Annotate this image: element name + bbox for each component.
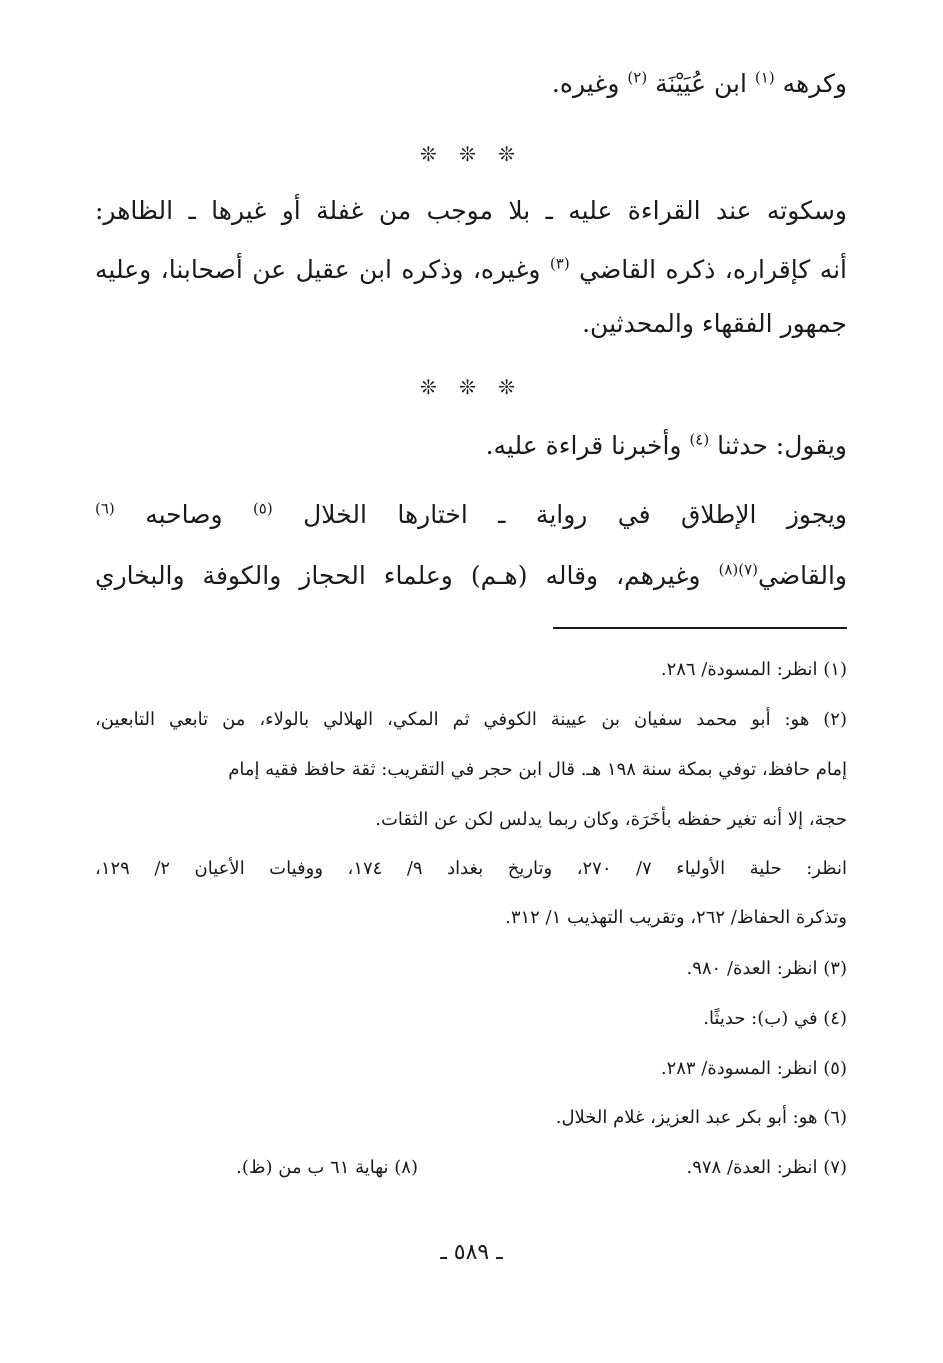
footnote-2-line-2: إمام حافظ، توفي بمكة سنة ١٩٨ هـ. قال ابن حجر في التقريب: ثقة حافظ فقيه إمام [228, 759, 847, 780]
body-line-2: وسكوته عند القراءة عليه ـ بلا موجب من غفلة أو غيرها ـ الظاهر: [95, 196, 847, 225]
text-run: وأخبرنا قراءة عليه. [485, 431, 690, 460]
body-line-1 [95, 66, 847, 102]
text-run: ويقول: حدثنا [709, 431, 847, 460]
body-line-5 [95, 428, 847, 464]
text-run: ويجوز الإطلاق في رواية ـ اختارها الخلال [272, 500, 847, 529]
section-divider-stars: ❊ ❊ ❊ [420, 142, 523, 166]
section-divider-stars: ❊ ❊ ❊ [420, 375, 523, 399]
footnote-1: (١) انظر: المسودة/ ٢٨٦. [660, 659, 847, 680]
footnote-5: (٥) انظر: المسودة/ ٢٨٣. [660, 1058, 847, 1079]
footnote-8: (٨) نهاية ٦١ ب من (ظ). [236, 1157, 418, 1178]
footnote-4: (٤) في (ب): حديثًا. [703, 1008, 847, 1029]
footnote-ref-5[interactable]: (٥) [252, 499, 273, 518]
footnote-2-line-4: انظر: حلية الأولياء ٧/ ٢٧٠، وتاريخ بغداد ٩/ ١٧٤، ووفيات الأعيان ٢/ ١٢٩، [95, 858, 847, 879]
footnote-ref-8[interactable]: (٨) [718, 560, 739, 579]
footnote-ref-1[interactable]: (١) [754, 68, 775, 87]
text-run: وغيرهم، وقاله (هـم) وعلماء الحجاز والكوفة والبخاري [95, 561, 719, 590]
footnote-ref-4[interactable]: (٤) [689, 430, 710, 449]
text-run: ابن عُيَيْنَة [647, 69, 755, 98]
footnote-2-line-3: حجة، إلا أنه تغير حفظه بأخَرَة، وكان ربما يدلس لكن عن الثقات. [375, 809, 847, 830]
page-number: ـ ٥٨٩ ـ [440, 1240, 503, 1265]
body-line-7 [95, 558, 847, 594]
body-line-6 [95, 497, 847, 533]
text-run: أنه كإقراره، ذكره القاضي [569, 255, 847, 284]
footnote-ref-7[interactable]: (٧) [738, 560, 759, 579]
text-run: وصاحبه [114, 500, 253, 529]
footnote-6: (٦) هو: أبو بكر عبد العزيز، غلام الخلال. [555, 1107, 847, 1128]
body-line-4: جمهور الفقهاء والمحدثين. [582, 309, 847, 338]
footnote-7: (٧) انظر: العدة/ ٩٧٨. [686, 1157, 847, 1178]
body-line-3 [95, 252, 847, 288]
footnote-ref-6[interactable]: (٦) [95, 499, 115, 518]
footnote-2-line-1: (٢) هو: أبو محمد سفيان بن عيينة الكوفي ثم المكي، الهلالي بالولاء، من تابعي التابعين، [95, 709, 847, 730]
text-run: وغيره. [551, 69, 628, 98]
footnote-ref-2[interactable]: (٢) [627, 68, 648, 87]
text-run: وكرهه [774, 69, 847, 98]
footnote-ref-3[interactable]: (٣) [549, 254, 570, 273]
text-run: وغيره، وذكره ابن عقيل عن أصحابنا، وعليه [95, 255, 550, 284]
footnote-separator [553, 627, 847, 629]
text-run: والقاضي [758, 561, 847, 590]
footnote-2-line-5: وتذكرة الحفاظ/ ٢٦٢، وتقريب التهذيب ١/ ٣١٢. [505, 907, 847, 928]
footnote-3: (٣) انظر: العدة/ ٩٨٠. [686, 958, 847, 979]
